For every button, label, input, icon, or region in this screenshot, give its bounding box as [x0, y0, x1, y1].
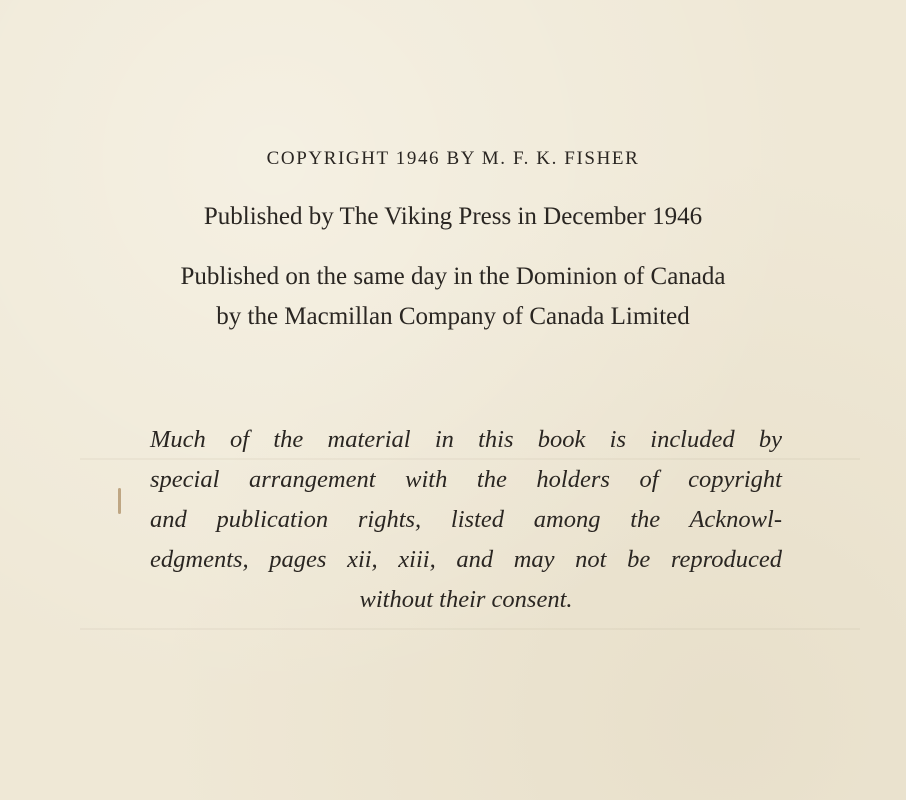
- rights-notice-line: without their consent.: [359, 586, 573, 613]
- paper-blemish: [118, 488, 121, 514]
- rights-notice-line: and publication rights, listed among the Acknowl-: [150, 506, 782, 533]
- canada-publication-line-2: by the Macmillan Company of Canada Limited: [216, 303, 690, 330]
- publisher-line: Published by The Viking Press in December 1946: [203, 203, 703, 230]
- canada-publication-line-1: Published on the same day in the Dominion of Canada: [180, 263, 726, 290]
- rights-notice-line: Much of the material in this book is included by: [150, 426, 782, 453]
- rights-notice: [150, 420, 782, 620]
- copyright-line: COPYRIGHT 1946 BY M. F. K. FISHER: [266, 148, 640, 169]
- rights-notice-line: special arrangement with the holders of copyright: [150, 466, 782, 493]
- rights-notice-line: edgments, pages xii, xiii, and may not be reproduced: [150, 546, 782, 573]
